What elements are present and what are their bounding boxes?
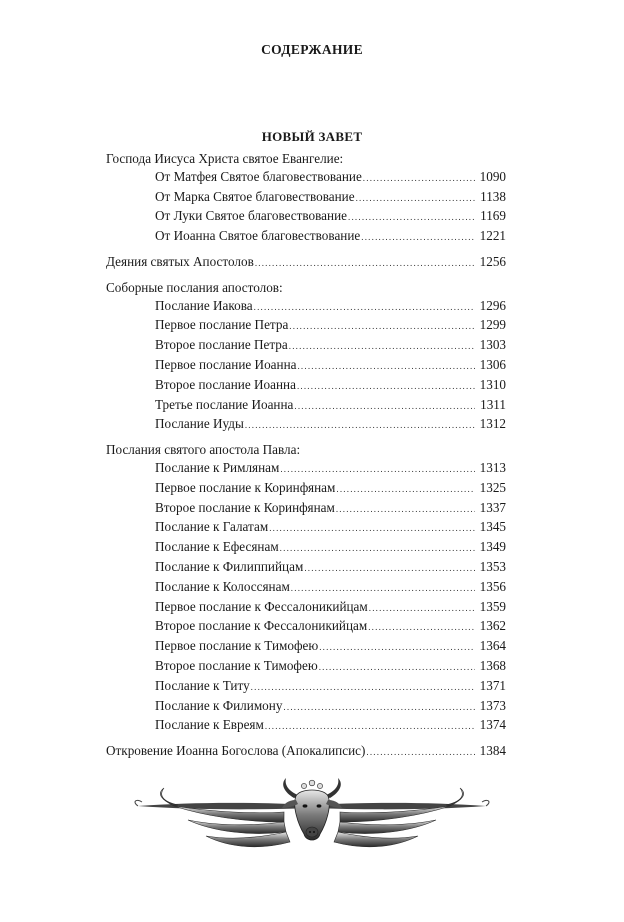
dot-leader bbox=[361, 229, 475, 247]
toc-entry-label: Послание к Римлянам bbox=[155, 459, 280, 475]
dot-leader bbox=[289, 318, 475, 336]
toc-entry-page: 1349 bbox=[479, 539, 506, 555]
toc-entry[interactable] bbox=[106, 637, 506, 657]
dot-leader bbox=[297, 358, 475, 376]
page-title: СОДЕРЖАНИЕ bbox=[261, 42, 363, 57]
toc-entry-page: 1169 bbox=[480, 208, 506, 224]
toc-entry-page: 1353 bbox=[479, 558, 506, 574]
toc-entry[interactable] bbox=[106, 396, 506, 416]
toc-entry-label: Послание к Галатам bbox=[155, 519, 269, 535]
dot-leader bbox=[297, 378, 475, 396]
toc-entry-page: 1256 bbox=[479, 253, 506, 269]
dot-leader bbox=[294, 398, 475, 416]
bull-head-ornament-icon bbox=[134, 772, 490, 872]
dot-leader bbox=[319, 639, 475, 657]
toc-entry-label: От Матфея Святое благовествование bbox=[155, 168, 362, 184]
toc-entry-page: 1384 bbox=[479, 743, 506, 759]
toc-group-heading-catholic: Соборные послания апостолов: bbox=[106, 279, 283, 295]
toc-entry-label: Послание Иуды bbox=[155, 416, 244, 432]
toc-entry[interactable] bbox=[106, 499, 506, 519]
toc-entry-page: 1362 bbox=[479, 618, 506, 634]
toc-entry-page: 1090 bbox=[479, 168, 506, 184]
dot-leader bbox=[245, 417, 475, 435]
dot-leader bbox=[348, 209, 475, 227]
toc-entry[interactable] bbox=[106, 356, 506, 376]
toc-entry[interactable] bbox=[106, 598, 506, 618]
dot-leader bbox=[265, 718, 475, 736]
dot-leader bbox=[319, 659, 475, 677]
dot-leader bbox=[251, 679, 475, 697]
toc-entry-label: От Марка Святое благовествование bbox=[155, 188, 355, 204]
toc-entry-label: Послание к Ефесянам bbox=[155, 539, 279, 555]
toc-entry[interactable] bbox=[106, 578, 506, 598]
toc-entry-page: 1356 bbox=[479, 578, 506, 594]
toc-entry-label: Откровение Иоанна Богослова (Апокалипсис) bbox=[106, 743, 366, 759]
toc-entry-label: От Иоанна Святое благовествование bbox=[155, 228, 361, 244]
toc-entry-label: Первое послание к Тимофею bbox=[155, 638, 319, 654]
dot-leader bbox=[280, 540, 475, 558]
toc-group-pauline bbox=[106, 459, 506, 736]
dot-leader bbox=[289, 338, 475, 356]
toc-entry-page: 1310 bbox=[479, 376, 506, 392]
toc-entry[interactable] bbox=[106, 558, 506, 578]
toc-group-heading-pauline: Послания святого апостола Павла: bbox=[106, 442, 301, 458]
toc-entry-label: Первое послание к Фессалоникийцам bbox=[155, 598, 368, 614]
toc-entry-label: Второе послание к Фессалоникийцам bbox=[155, 618, 368, 634]
toc-entry[interactable] bbox=[106, 297, 506, 317]
toc-entry-page: 1373 bbox=[479, 697, 506, 713]
dot-leader bbox=[283, 699, 475, 717]
toc-entry-page: 1312 bbox=[479, 416, 506, 432]
toc-entry[interactable] bbox=[106, 168, 506, 188]
toc-entry[interactable] bbox=[106, 227, 506, 247]
toc-group-gospels bbox=[106, 168, 506, 247]
toc-entry[interactable] bbox=[106, 316, 506, 336]
toc-entry-page: 1138 bbox=[480, 188, 506, 204]
toc-entry[interactable] bbox=[106, 207, 506, 227]
dot-leader bbox=[304, 560, 475, 578]
toc-entry-page: 1313 bbox=[479, 459, 506, 475]
toc-entry-label: Второе послание к Коринфянам bbox=[155, 499, 335, 515]
toc-entry[interactable] bbox=[106, 415, 506, 435]
toc-entry[interactable] bbox=[106, 376, 506, 396]
dot-leader bbox=[356, 190, 475, 208]
toc-entry[interactable] bbox=[106, 677, 506, 697]
section-title: НОВЫЙ ЗАВЕТ bbox=[261, 129, 363, 144]
toc-entry-label: Первое послание Петра bbox=[155, 317, 289, 333]
dot-leader bbox=[369, 600, 475, 618]
toc-group-heading-gospels: Господа Иисуса Христа святое Евангелие: bbox=[106, 151, 344, 166]
dot-leader bbox=[254, 299, 475, 317]
dot-leader bbox=[336, 481, 475, 499]
toc-entry-page: 1345 bbox=[479, 519, 506, 535]
dot-leader bbox=[368, 619, 475, 637]
toc-entry[interactable] bbox=[106, 716, 506, 736]
dot-leader bbox=[255, 255, 475, 273]
toc-entry-page: 1374 bbox=[479, 717, 506, 733]
toc-entry-page: 1359 bbox=[479, 598, 506, 614]
toc-entry[interactable] bbox=[106, 518, 506, 538]
dot-leader bbox=[280, 461, 475, 479]
toc-entry-label: Послание к Филимону bbox=[155, 697, 283, 713]
toc-entry[interactable] bbox=[106, 657, 506, 677]
toc-entry-label: Деяния святых Апостолов bbox=[106, 253, 254, 269]
toc-entry-label: Второе послание Петра bbox=[155, 337, 288, 353]
toc-entry-label: Послание к Титу bbox=[155, 677, 250, 693]
toc-entry-acts[interactable] bbox=[106, 253, 506, 273]
toc-entry-page: 1337 bbox=[479, 499, 506, 515]
toc-entry-page: 1306 bbox=[479, 356, 506, 372]
toc-group-catholic bbox=[106, 297, 506, 436]
toc-entry-page: 1299 bbox=[479, 317, 506, 333]
toc-entry-page: 1364 bbox=[479, 638, 506, 654]
toc-entry-revelation[interactable] bbox=[106, 742, 506, 762]
toc-entry-label: Первое послание Иоанна bbox=[155, 356, 297, 372]
toc-entry-page: 1296 bbox=[479, 297, 506, 313]
toc-entry-label: Второе послание Иоанна bbox=[155, 376, 296, 392]
dot-leader bbox=[363, 170, 475, 188]
toc-entry[interactable] bbox=[106, 617, 506, 637]
toc-entry[interactable] bbox=[106, 336, 506, 356]
toc-entry-label: Послание к Филиппийцам bbox=[155, 558, 304, 574]
toc-entry-label: Послание к Колоссянам bbox=[155, 578, 290, 594]
toc-entry[interactable] bbox=[106, 459, 506, 479]
dot-leader bbox=[366, 744, 475, 762]
toc-entry-label: Третье послание Иоанна bbox=[155, 396, 294, 412]
toc-entry-page: 1325 bbox=[479, 479, 506, 495]
toc-entry[interactable] bbox=[106, 479, 506, 499]
toc-entry-page: 1371 bbox=[479, 677, 506, 693]
toc-entry-page: 1303 bbox=[479, 337, 506, 353]
toc-entry-label: Первое послание к Коринфянам bbox=[155, 479, 336, 495]
toc-entry-page: 1311 bbox=[480, 396, 506, 412]
toc-entry-label: Послание Иакова bbox=[155, 297, 253, 313]
toc-entry-page: 1221 bbox=[479, 228, 506, 244]
toc-entry-label: От Луки Святое благовествование bbox=[155, 208, 348, 224]
toc-entry[interactable] bbox=[106, 188, 506, 208]
dot-leader bbox=[336, 501, 475, 519]
dot-leader bbox=[269, 520, 475, 538]
toc-entry[interactable] bbox=[106, 538, 506, 558]
toc-entry-page: 1368 bbox=[479, 657, 506, 673]
toc-entry-label: Послание к Евреям bbox=[155, 717, 264, 733]
table-of-contents bbox=[106, 150, 506, 762]
dot-leader bbox=[291, 580, 475, 598]
toc-entry-label: Второе послание к Тимофею bbox=[155, 657, 318, 673]
toc-entry[interactable] bbox=[106, 697, 506, 717]
